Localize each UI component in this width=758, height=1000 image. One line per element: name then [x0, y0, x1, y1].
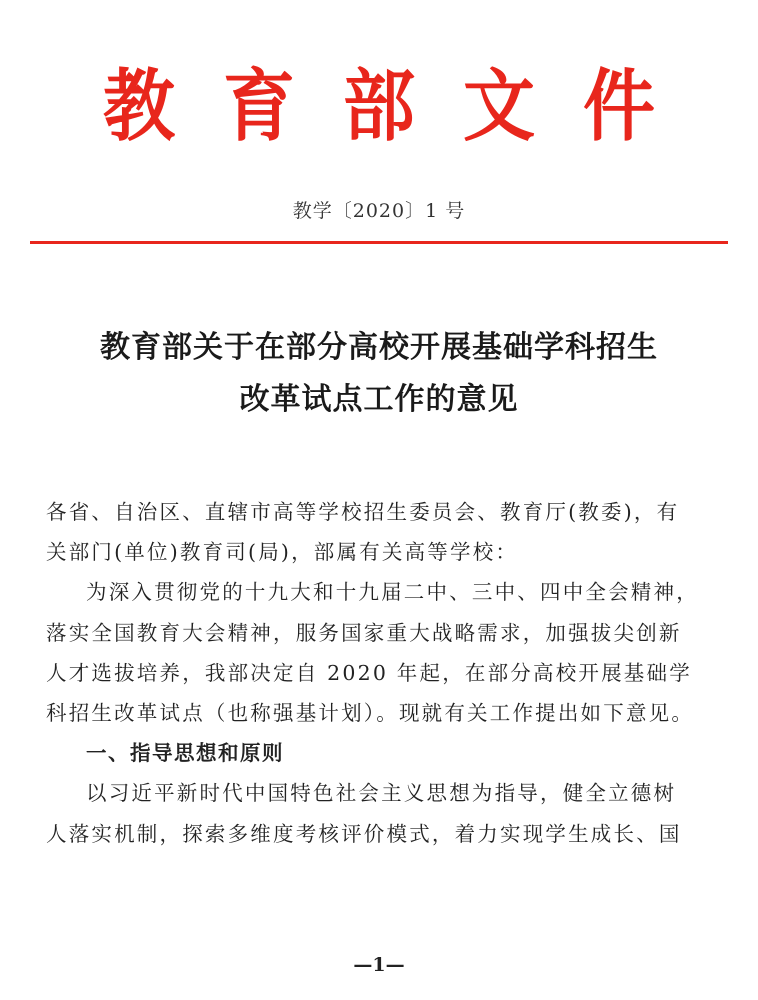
salutation-line: 关部门(单位)教育司(局)，部属有关高等学校：: [46, 540, 519, 565]
salutation-line: 各省、自治区、直辖市高等学校招生委员会、教育厅(教委)，有: [46, 500, 680, 524]
document-number: 教学〔2020〕1 号: [292, 200, 466, 222]
document-body: [46, 492, 722, 854]
masthead-char: 育: [222, 59, 295, 152]
paragraph-line: 人落实机制，探索多维度考核评价模式，着力实现学生成长、国: [46, 821, 682, 846]
masthead-char: 部: [342, 59, 415, 152]
paragraph-line: 为深入贯彻党的十九大和十九届二中、三中、四中全会精神，: [86, 580, 699, 605]
paragraph-line: 科招生改革试点（也称强基计划）。现就有关工作提出如下意见。: [46, 701, 695, 726]
paragraph-line: 以习近平新时代中国特色社会主义思想为指导，健全立德树: [86, 781, 677, 806]
section-heading: 一、指导思想和原则: [86, 741, 284, 766]
page-number: —1—: [353, 954, 405, 976]
masthead-char: 教: [102, 59, 175, 152]
paragraph-line: 人才选拔培养，我部决定自 2020 年起，在部分高校开展基础学: [46, 660, 692, 685]
red-separator-line: [30, 241, 728, 244]
masthead-char: 件: [582, 59, 655, 152]
masthead-char: 文: [462, 59, 535, 152]
masthead: [0, 59, 758, 152]
paragraph-line: 落实全国教育大会精神，服务国家重大战略需求，加强拔尖创新: [46, 620, 682, 645]
title-line-1: 教育部关于在部分高校开展基础学科招生: [100, 330, 658, 365]
title-line-2: 改革试点工作的意见: [239, 382, 519, 417]
document-title: [0, 322, 758, 426]
